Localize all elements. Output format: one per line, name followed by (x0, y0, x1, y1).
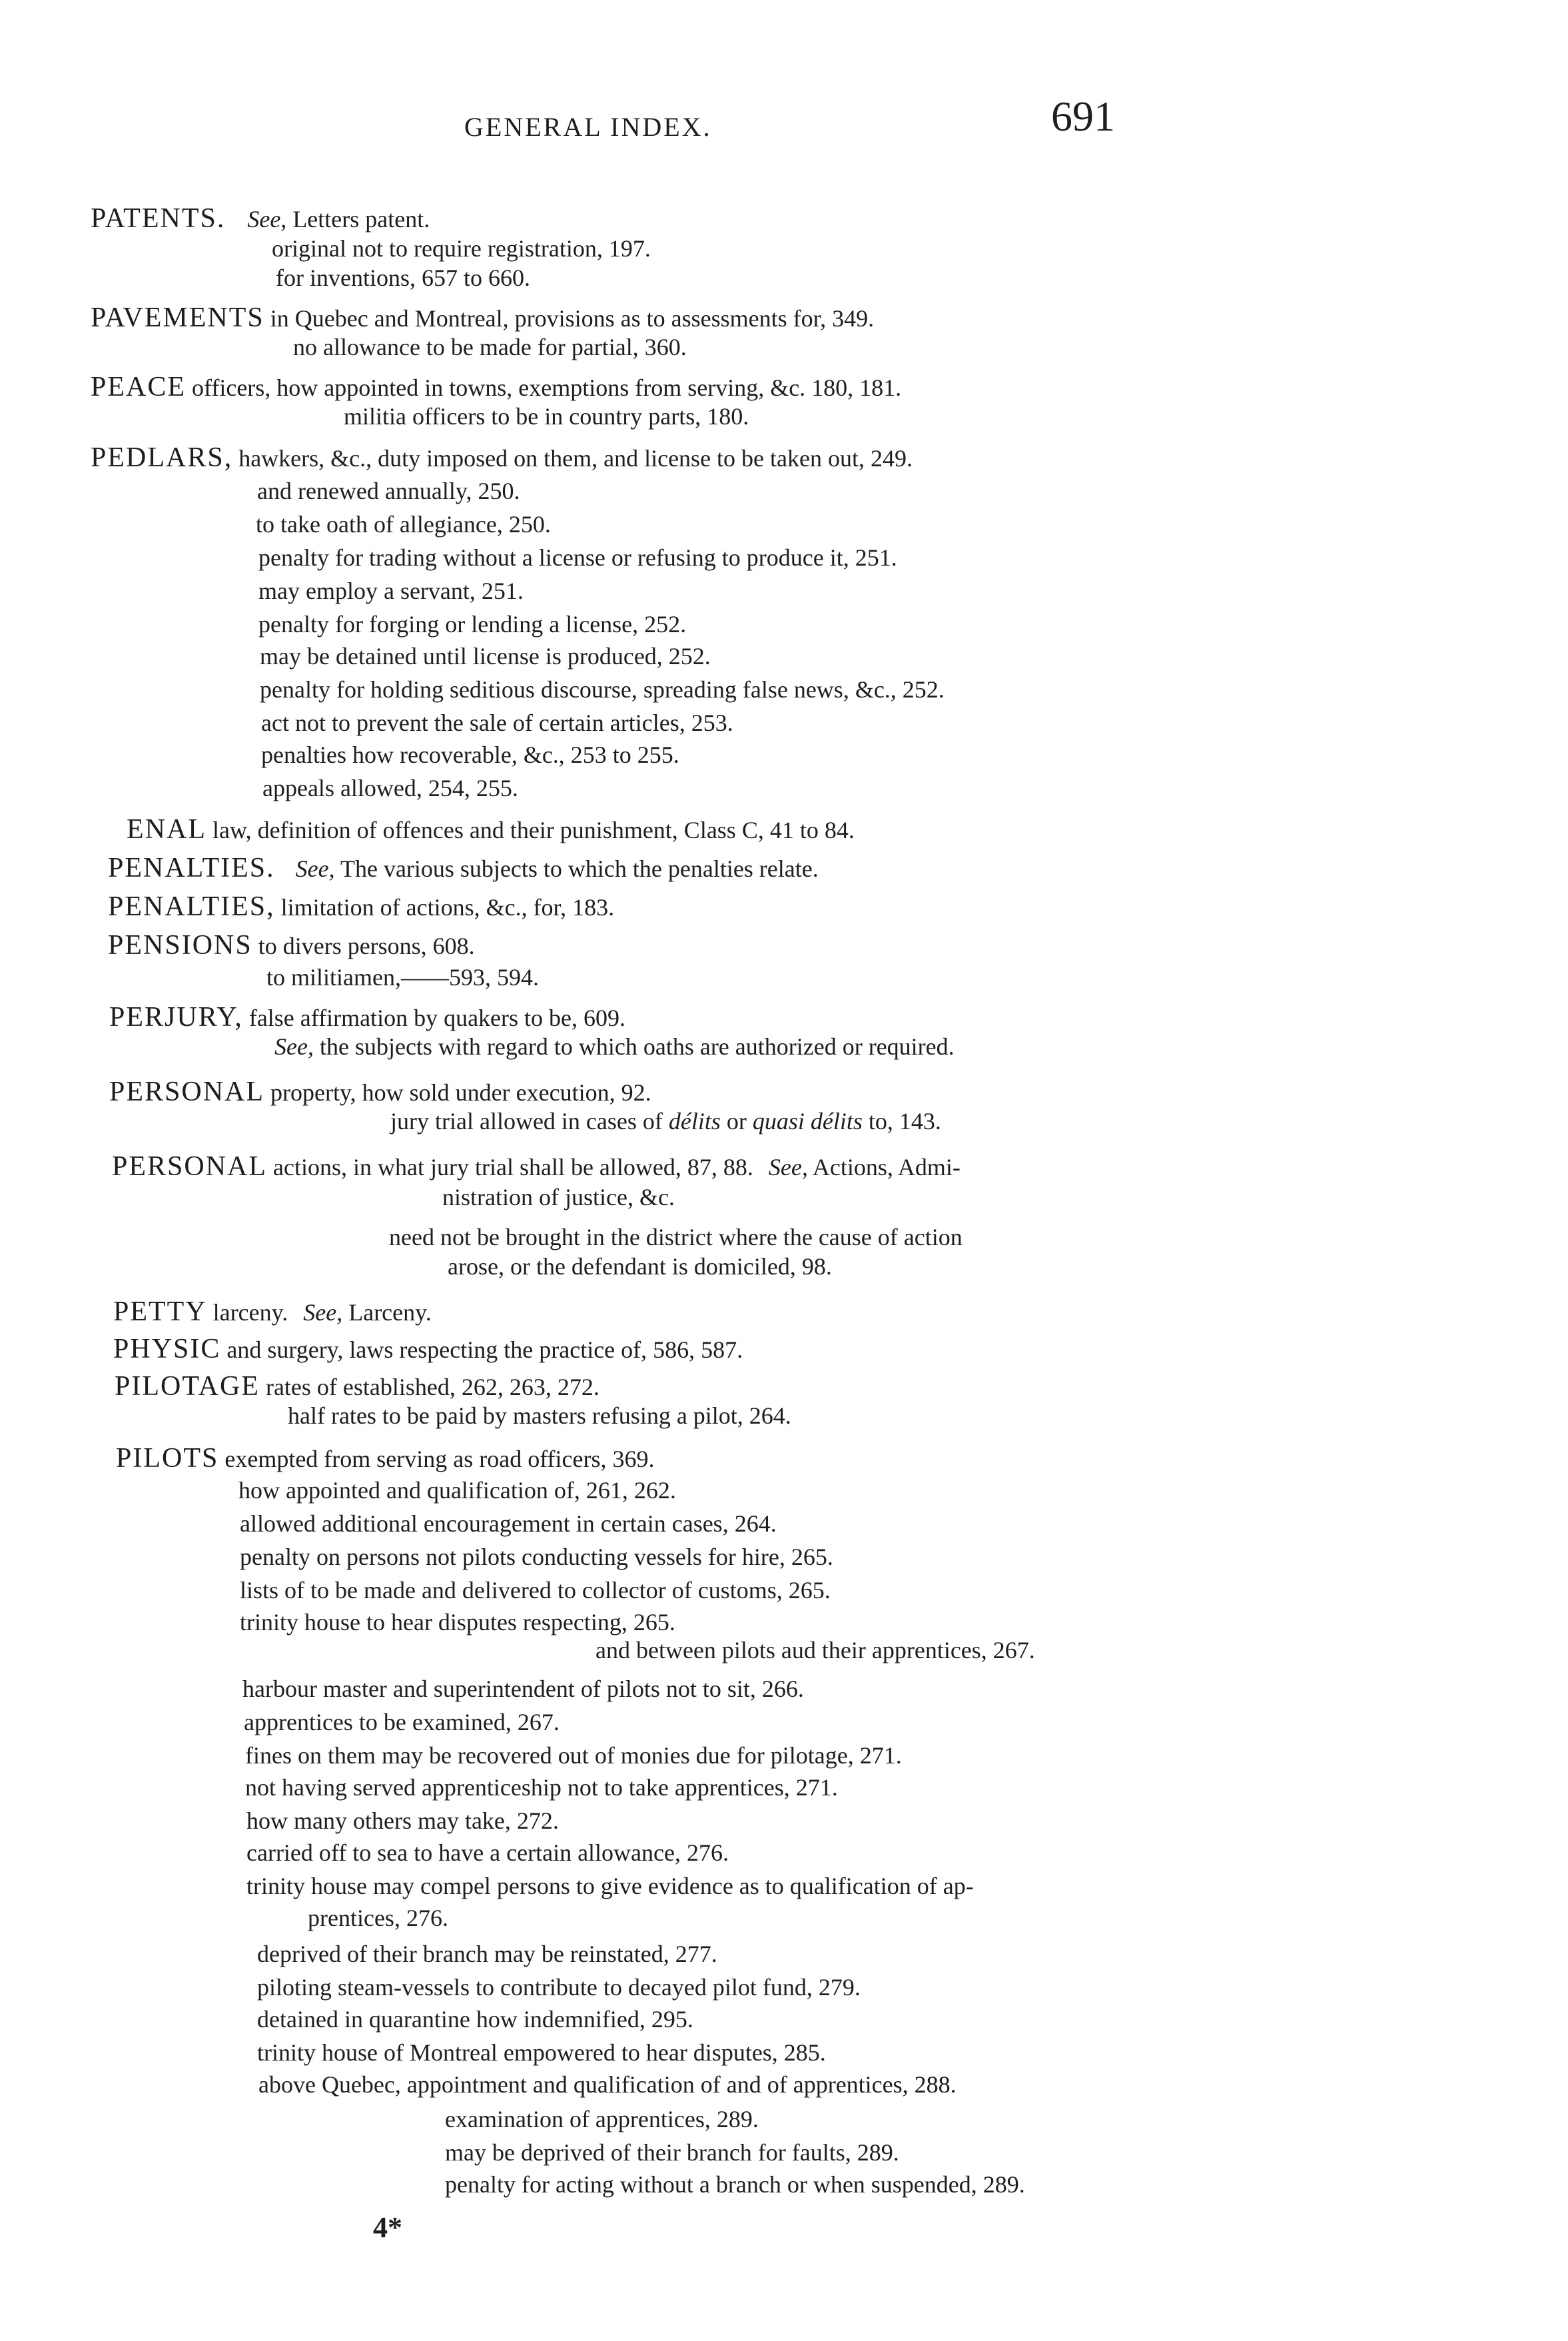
subentry-continuation: arose, or the defendant is domiciled, 98. (448, 1253, 832, 1280)
entry-text: hawkers, &c., duty imposed on them, and license to be taken out, 249. (238, 445, 913, 472)
subentry: trinity house of Montreal empowered to hear disputes, 285. (257, 2039, 826, 2066)
entry-text: The various subjects to which the penalties relate. (340, 855, 819, 882)
entry-text: false affirmation by quakers to be, 609. (248, 1005, 625, 1031)
entry-penalties-limitation (108, 893, 614, 921)
entry-text: Larceny. (348, 1299, 432, 1326)
entry-pilots (116, 1444, 655, 1473)
entry-petty (113, 1298, 432, 1326)
term-quasi-delits: quasi délits (752, 1108, 863, 1135)
subentry: militia officers to be in country parts, 180. (344, 403, 749, 430)
term-delits: délits (668, 1108, 721, 1135)
page-number: 691 (1051, 93, 1115, 140)
entry-text: in Quebec and Montreal, provisions as to assessments for, 349. (270, 305, 875, 332)
entry-head: PENALTIES, (108, 891, 275, 922)
subentry: deprived of their branch may be reinstated, 277. (257, 1941, 717, 1967)
entry-peace (91, 373, 901, 402)
subentry: may be detained until license is produced, 252. (260, 643, 711, 670)
subentry: carried off to sea to have a certain allowance, 276. (246, 1839, 729, 1866)
subentry-continuation: and between pilots aud their apprentices, 267. (595, 1637, 1035, 1663)
subentry: fines on them may be recovered out of monies due for pilotage, 271. (245, 1742, 902, 1769)
subentry: how appointed and qualification of, 261, 262. (238, 1477, 676, 1504)
subentry: allowed additional encouragement in certain cases, 264. (240, 1510, 777, 1537)
subentry: penalty for holding seditious discourse, spreading false news, &c., 252. (260, 676, 945, 703)
subentry: detained in quarantine how indemnified, 295. (257, 2006, 693, 2033)
entry-pensions (108, 931, 475, 960)
subentry-perjury (274, 1033, 955, 1061)
entry-text: actions, in what jury trial shall be allowed, 87, 88. (273, 1154, 753, 1180)
subentry: appeals allowed, 254, 255. (262, 775, 518, 801)
entry-head: PERSONAL (109, 1077, 265, 1107)
see-ref: See, (274, 1033, 314, 1060)
entry-head: PAVEMENTS (91, 302, 264, 333)
subentry: to take oath of allegiance, 250. (256, 511, 551, 538)
entry-text: rates of established, 262, 263, 272. (265, 1374, 599, 1400)
subentry: may be deprived of their branch for faults, 289. (445, 2139, 899, 2166)
entry-head: PATENTS. (91, 203, 226, 234)
entry-text: limitation of actions, &c., for, 183. (280, 894, 615, 921)
subentry: penalty for acting without a branch or when suspended, 289. (445, 2171, 1025, 2198)
subentry: above Quebec, appointment and qualification of and of apprentices, 288. (258, 2071, 957, 2098)
subentry-text: jury trial allowed in cases of (390, 1108, 663, 1135)
subentry-text: to, 143. (868, 1108, 941, 1135)
subentry-continuation: prentices, 276. (308, 1905, 448, 1931)
running-header: GENERAL INDEX. (464, 112, 712, 142)
entry-head: PENSIONS (108, 930, 252, 961)
entry-perjury (109, 1003, 625, 1032)
subentry: not having served apprenticeship not to take apprentices, 271. (245, 1774, 838, 1801)
entry-text: larceny. (212, 1299, 288, 1326)
subentry: penalty on persons not pilots conducting vessels for hire, 265. (240, 1544, 833, 1570)
entry-head: PEDLARS, (91, 442, 233, 473)
entry-head: PILOTAGE (115, 1371, 260, 1402)
entry-head: PHYSIC (113, 1334, 221, 1364)
entry-head: PILOTS (116, 1443, 219, 1474)
entry-continuation: nistration of justice, &c. (442, 1184, 675, 1210)
entry-text: and surgery, laws respecting the practice of, 586, 587. (226, 1336, 743, 1363)
entry-penalties-see (108, 854, 819, 883)
see-ref: See, (295, 855, 335, 882)
entry-head: PERJURY, (109, 1002, 243, 1033)
subentry: penalty for trading without a license or refusing to produce it, 251. (258, 544, 897, 571)
subentry-text: the subjects with regard to which oaths are authorized or required. (319, 1033, 955, 1060)
entry-head: PEACE (91, 372, 187, 402)
subentry: half rates to be paid by masters refusing a pilot, 264. (288, 1402, 791, 1429)
entry-text: exempted from serving as road officers, 369. (224, 1446, 655, 1472)
entry-text: law, definition of offences and their punishment, Class C, 41 to 84. (212, 817, 855, 843)
entry-personal-property (109, 1078, 651, 1107)
subentry: no allowance to be made for partial, 360. (293, 334, 687, 360)
entry-personal-actions (112, 1153, 961, 1181)
subentry: harbour master and superintendent of pilots not to sit, 266. (242, 1675, 804, 1702)
see-ref: See, (768, 1154, 808, 1180)
entry-physic (113, 1335, 743, 1364)
entry-text: to divers persons, 608. (258, 933, 475, 959)
entry-pilotage (115, 1372, 599, 1401)
subentry: act not to prevent the sale of certain articles, 253. (261, 709, 733, 736)
subentry: need not be brought in the district where the cause of action (389, 1224, 963, 1250)
entry-pavements (91, 304, 874, 332)
entry-text: Actions, Admi- (812, 1154, 961, 1180)
subentry: piloting steam-vessels to contribute to decayed pilot fund, 279. (257, 1974, 861, 2001)
subentry: original not to require registration, 197. (272, 235, 651, 262)
see-ref: See, (303, 1299, 343, 1326)
entry-head: PETTY (113, 1296, 207, 1327)
subentry-text: or (726, 1108, 747, 1135)
subentry: lists of to be made and delivered to collector of customs, 265. (240, 1577, 831, 1604)
subentry: examination of apprentices, 289. (445, 2106, 759, 2132)
see-ref: See, (247, 206, 287, 233)
entry-head: ENAL (127, 814, 206, 845)
subentry: to militiamen,——593, 594. (266, 964, 539, 991)
subentry: how many others may take, 272. (246, 1807, 559, 1834)
subentry: trinity house to hear disputes respecting, 265. (240, 1609, 675, 1636)
subentry-jury-trial (390, 1107, 941, 1135)
entry-head: PENALTIES. (108, 853, 275, 883)
entry-patents (91, 205, 430, 233)
entry-text: property, how sold under execution, 92. (270, 1079, 651, 1106)
entry-pedlars (91, 444, 913, 472)
subentry: penalty for forging or lending a license, 252. (258, 611, 687, 638)
entry-penal (127, 815, 855, 844)
subentry: and renewed annually, 250. (257, 478, 520, 504)
entry-head: PERSONAL (112, 1151, 268, 1182)
subentry: apprentices to be examined, 267. (244, 1709, 560, 1735)
subentry: for inventions, 657 to 660. (276, 264, 530, 291)
subentry: penalties how recoverable, &c., 253 to 255. (261, 741, 679, 768)
subentry: may employ a servant, 251. (258, 578, 524, 604)
subentry: trinity house may compel persons to give evidence as to qualification of ap- (246, 1873, 974, 1899)
signature-mark: 4* (373, 2211, 402, 2244)
entry-text: officers, how appointed in towns, exemptions from serving, &c. 180, 181. (192, 374, 902, 401)
entry-text: Letters patent. (292, 206, 430, 233)
